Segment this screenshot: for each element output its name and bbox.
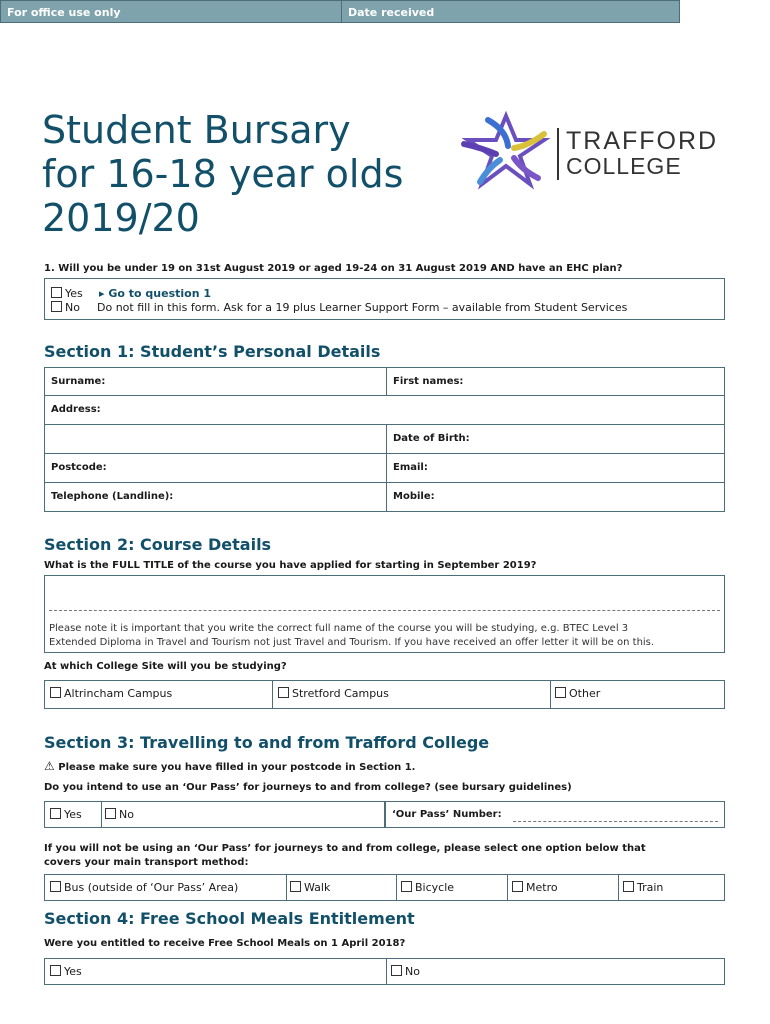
free-school-meals-row xyxy=(44,958,725,985)
walk-checkbox[interactable] xyxy=(290,881,301,892)
office-use-bar xyxy=(0,0,680,23)
site-option-other[interactable]: Other xyxy=(555,687,600,700)
transport-option-train[interactable]: Train xyxy=(623,881,663,894)
office-use-label: For office use only xyxy=(1,1,342,22)
first-names-field[interactable]: First names: xyxy=(393,376,464,387)
course-title-note: Please note it is important that you write the correct full name of the course you will be studying, e.g. BTEC Level 3 Extended Diploma in Travel and Tourism not just Travel and Tourism. If you have received an offer letter it will be on this. xyxy=(49,623,655,648)
fsm-no-option[interactable]: No xyxy=(391,965,420,978)
our-pass-question: Do you intend to use an ‘Our Pass’ for journeys to and from college? (see bursary guidelines) xyxy=(44,782,572,793)
site-option-stretford[interactable]: Stretford Campus xyxy=(278,687,389,700)
q1-no-note: Do not fill in this form. Ask for a 19 plus Learner Support Form – available from Student Services xyxy=(97,301,628,314)
dob-field[interactable]: Date of Birth: xyxy=(393,433,470,444)
divider xyxy=(396,875,397,900)
divider xyxy=(507,875,508,900)
site-option-altrincham[interactable]: Altrincham Campus xyxy=(50,687,172,700)
address-dob-row xyxy=(44,425,725,454)
college-logo-text: TRAFFORD COLLEGE xyxy=(566,127,719,179)
arrow-right-icon: ▸ xyxy=(99,287,105,300)
our-pass-number-label: ‘Our Pass’ Number: xyxy=(392,809,502,820)
other-checkbox[interactable] xyxy=(555,687,566,698)
bicycle-checkbox[interactable] xyxy=(401,881,412,892)
our-pass-yes-no xyxy=(44,801,385,828)
page-title: Student Bursary for 16-18 year olds 2019/20 xyxy=(42,108,404,240)
address-line2-field[interactable] xyxy=(45,425,386,453)
q1-yes-option[interactable]: Yes xyxy=(51,287,83,300)
q1-no-option[interactable]: No xyxy=(51,301,80,314)
course-title-line xyxy=(49,610,720,611)
mobile-field[interactable]: Mobile: xyxy=(393,491,435,502)
transport-option-bicycle[interactable]: Bicycle xyxy=(401,881,454,894)
fsm-no-checkbox[interactable] xyxy=(391,965,402,976)
telephone-row xyxy=(44,483,725,512)
divider xyxy=(286,875,287,900)
transport-option-bus[interactable]: Bus (outside of ‘Our Pass’ Area) xyxy=(50,881,238,894)
stretford-checkbox[interactable] xyxy=(278,687,289,698)
surname-row xyxy=(44,367,725,396)
divider xyxy=(101,802,102,827)
date-received-label: Date received xyxy=(348,6,435,19)
email-field[interactable]: Email: xyxy=(393,462,428,473)
our-pass-number-box[interactable] xyxy=(385,801,725,828)
our-pass-yes-checkbox[interactable] xyxy=(50,808,61,819)
transport-options-row xyxy=(44,874,725,901)
surname-field[interactable]: Surname: xyxy=(51,376,106,387)
warning-icon: ⚠ xyxy=(44,759,55,773)
logo-divider xyxy=(557,128,559,180)
trafford-star-logo-icon xyxy=(458,110,554,194)
course-title-question: What is the FULL TITLE of the course you have applied for starting in September 2019? xyxy=(44,560,537,571)
transport-option-walk[interactable]: Walk xyxy=(290,881,330,894)
fsm-yes-checkbox[interactable] xyxy=(50,965,61,976)
divider xyxy=(550,681,551,708)
q1-question: 1. Will you be under 19 on 31st August 2019 or aged 19-24 on 31 August 2019 AND have an EHC plan? xyxy=(44,263,623,274)
telephone-field[interactable]: Telephone (Landline): xyxy=(51,491,174,502)
postcode-warning: ⚠ Please make sure you have filled in your postcode in Section 1. xyxy=(44,759,416,773)
metro-checkbox[interactable] xyxy=(512,881,523,892)
course-title-box[interactable] xyxy=(44,575,725,653)
our-pass-yes-option[interactable]: Yes xyxy=(50,808,82,821)
divider xyxy=(272,681,273,708)
q1-no-checkbox[interactable] xyxy=(51,301,62,312)
altrincham-checkbox[interactable] xyxy=(50,687,61,698)
q1-go-to: ▸ Go to question 1 xyxy=(99,287,212,300)
divider xyxy=(618,875,619,900)
our-pass-number-line xyxy=(513,821,718,822)
our-pass-no-checkbox[interactable] xyxy=(105,808,116,819)
site-question: At which College Site will you be studying? xyxy=(44,661,287,672)
postcode-row xyxy=(44,454,725,483)
transport-option-metro[interactable]: Metro xyxy=(512,881,558,894)
section4-heading: Section 4: Free School Meals Entitlement xyxy=(44,909,415,928)
train-checkbox[interactable] xyxy=(623,881,634,892)
address-field[interactable]: Address: xyxy=(51,404,101,415)
divider xyxy=(386,959,387,984)
free-school-meals-question: Were you entitled to receive Free School Meals on 1 April 2018? xyxy=(44,938,406,949)
q1-yes-checkbox[interactable] xyxy=(51,287,62,298)
bus-checkbox[interactable] xyxy=(50,881,61,892)
postcode-field[interactable]: Postcode: xyxy=(51,462,107,473)
site-options-row xyxy=(44,680,725,709)
our-pass-no-option[interactable]: No xyxy=(105,808,134,821)
address-row xyxy=(44,396,725,425)
section3-heading: Section 3: Travelling to and from Trafford College xyxy=(44,733,490,752)
section2-heading: Section 2: Course Details xyxy=(44,535,272,554)
fsm-yes-option[interactable]: Yes xyxy=(50,965,82,978)
section1-heading: Section 1: Student’s Personal Details xyxy=(44,342,381,361)
transport-question: If you will not be using an ‘Our Pass’ for journeys to and from college, please select one option below that covers your main transport method: xyxy=(44,843,646,868)
q1-box xyxy=(44,278,725,320)
